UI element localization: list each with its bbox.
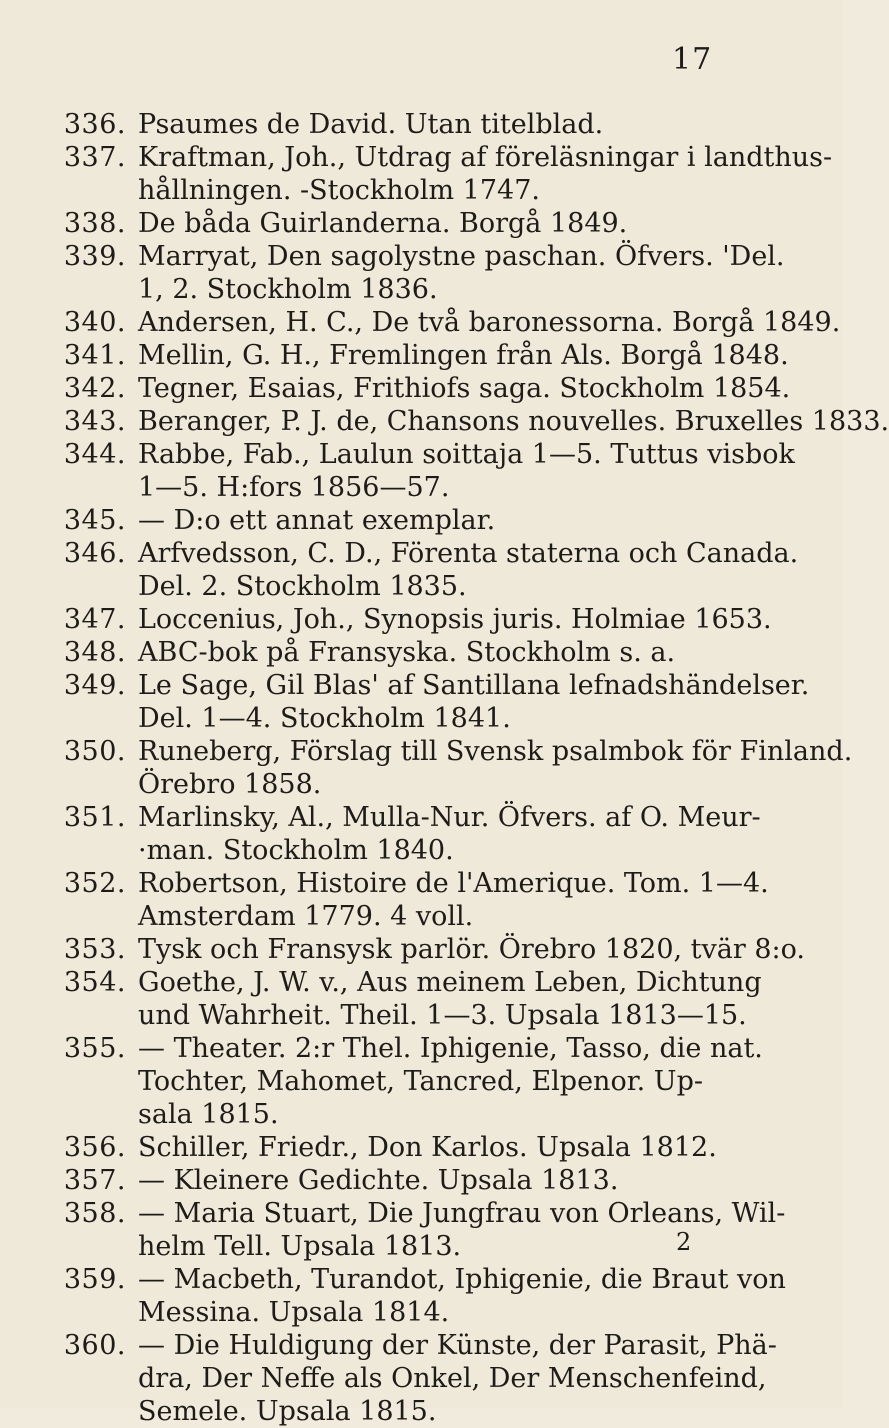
- entry-number: 340.: [63, 307, 126, 338]
- entry-line: Mellin, G. H., Fremlingen från Als. Borgå 1848.: [138, 340, 789, 371]
- entry-number: 342.: [63, 373, 126, 404]
- entry-number: 336.: [63, 109, 126, 140]
- entry-number: 359.: [63, 1264, 126, 1295]
- entry-line: Goethe, J. W. v., Aus meinem Leben, Dichtung: [138, 967, 762, 998]
- entry-number: 351.: [63, 802, 126, 833]
- entry-line: 1—5. H:fors 1856—57.: [138, 472, 450, 503]
- page-number: 17: [672, 42, 713, 77]
- entry-number: 345.: [63, 505, 126, 536]
- catalog-entry: [0, 1263, 843, 1329]
- entry-line: — Die Huldigung der Künste, der Parasit, Phä-: [138, 1330, 777, 1361]
- entry-number: 356.: [63, 1132, 126, 1163]
- entry-line: ABC-bok på Fransyska. Stockholm s. a.: [138, 637, 676, 668]
- entry-number: 339.: [63, 241, 126, 272]
- entry-line: Tochter, Mahomet, Tancred, Elpenor. Up-: [138, 1066, 703, 1097]
- entry-number: 353.: [63, 934, 126, 965]
- entry-line: Robertson, Histoire de l'Amerique. Tom. 1—4.: [138, 868, 769, 899]
- entry-line: Tegner, Esaias, Frithiofs saga. Stockholm 1854.: [138, 373, 791, 404]
- catalog-entry: [0, 1164, 843, 1197]
- entry-line: Rabbe, Fab., Laulun soittaja 1—5. Tuttus visbok: [138, 439, 795, 470]
- entry-line: Örebro 1858.: [138, 769, 322, 800]
- entry-line: Messina. Upsala 1814.: [138, 1297, 450, 1328]
- catalog-entry: [0, 1329, 843, 1428]
- catalog-entry: [0, 1131, 843, 1164]
- entry-line: und Wahrheit. Theil. 1—3. Upsala 1813—15.: [138, 1000, 747, 1031]
- catalog-entry: [0, 405, 889, 438]
- entry-line: — Theater. 2:r Thel. Iphigenie, Tasso, die nat.: [138, 1033, 763, 1064]
- entry-line: sala 1815.: [138, 1099, 279, 1130]
- catalog-entry: [0, 306, 843, 339]
- entry-number: 350.: [63, 736, 126, 767]
- entry-line: ·man. Stockholm 1840.: [138, 835, 454, 866]
- entry-line: — D:o ett annat exemplar.: [138, 505, 496, 536]
- entry-number: 344.: [63, 439, 126, 470]
- catalog-entry: [0, 603, 843, 636]
- entry-line: Beranger, P. J. de, Chansons nouvelles. Bruxelles 1833.: [138, 406, 889, 437]
- catalog-entry: [0, 141, 843, 207]
- catalog-entry: [0, 339, 843, 372]
- catalog-entry: [0, 669, 843, 735]
- entry-line: Loccenius, Joh., Synopsis juris. Holmiae 1653.: [138, 604, 772, 635]
- catalog-entry: [0, 372, 843, 405]
- entry-number: 347.: [63, 604, 126, 635]
- entry-number: 338.: [63, 208, 126, 239]
- entry-number: 352.: [63, 868, 126, 899]
- catalog-entry-list: [0, 108, 889, 1428]
- entry-line: — Kleinere Gedichte. Upsala 1813.: [138, 1165, 619, 1196]
- entry-line: 1, 2. Stockholm 1836.: [138, 274, 438, 305]
- entry-line: helm Tell. Upsala 1813.: [138, 1231, 462, 1262]
- entry-number: 354.: [63, 967, 126, 998]
- entry-number: 358.: [63, 1198, 126, 1229]
- catalog-entry: [0, 966, 843, 1032]
- entry-number: 355.: [63, 1033, 126, 1064]
- catalog-entry: [0, 207, 843, 240]
- entry-line: Kraftman, Joh., Utdrag af föreläsningar i landthus-: [138, 142, 833, 173]
- entry-line: dra, Der Neffe als Onkel, Der Menschenfeind,: [138, 1363, 767, 1394]
- entry-line: Del. 1—4. Stockholm 1841.: [138, 703, 511, 734]
- entry-line: Tysk och Fransysk parlör. Örebro 1820, tvär 8:o.: [138, 934, 805, 965]
- entry-line: Marlinsky, Al., Mulla-Nur. Öfvers. af O. Meur-: [138, 802, 761, 833]
- entry-line: — Macbeth, Turandot, Iphigenie, die Braut von: [138, 1264, 786, 1295]
- entry-number: 341.: [63, 340, 126, 371]
- entry-number: 349.: [63, 670, 126, 701]
- entry-line: Arfvedsson, C. D., Förenta staterna och Canada.: [138, 538, 799, 569]
- entry-line: Marryat, Den sagolystne paschan. Öfvers. 'Del.: [138, 241, 785, 272]
- catalog-entry: [0, 1032, 843, 1131]
- catalog-entry: [0, 801, 843, 867]
- catalog-entry: [0, 438, 843, 504]
- catalog-entry: [0, 504, 843, 537]
- entry-line: De båda Guirlanderna. Borgå 1849.: [138, 208, 628, 239]
- catalog-entry: [0, 867, 843, 933]
- catalog-entry: [0, 1197, 843, 1263]
- entry-number: 357.: [63, 1165, 126, 1196]
- entry-line: Le Sage, Gil Blas' af Santillana lefnadshändelser.: [138, 670, 810, 701]
- entry-number: 337.: [63, 142, 126, 173]
- catalog-entry: [0, 240, 843, 306]
- entry-line: Psaumes de David. Utan titelblad.: [138, 109, 604, 140]
- entry-line: Schiller, Friedr., Don Karlos. Upsala 1812.: [138, 1132, 717, 1163]
- entry-line: Amsterdam 1779. 4 voll.: [138, 901, 474, 932]
- catalog-entry: [0, 537, 843, 603]
- entry-number: 346.: [63, 538, 126, 569]
- catalog-entry: [0, 735, 853, 801]
- entry-line: hållningen. -Stockholm 1747.: [138, 175, 540, 206]
- entry-number: 348.: [63, 637, 126, 668]
- entry-line: Semele. Upsala 1815.: [138, 1396, 437, 1427]
- entry-line: — Maria Stuart, Die Jungfrau von Orleans, Wil-: [138, 1198, 786, 1229]
- catalog-entry: [0, 933, 843, 966]
- entry-number: 343.: [63, 406, 126, 437]
- signature-mark: 2: [676, 1228, 692, 1256]
- entry-line: Runeberg, Förslag till Svensk psalmbok för Finland.: [138, 736, 853, 767]
- entry-line: Andersen, H. C., De två baronessorna. Borgå 1849.: [138, 307, 841, 338]
- catalog-entry: [0, 108, 843, 141]
- entry-number: 360.: [63, 1330, 126, 1361]
- entry-line: Del. 2. Stockholm 1835.: [138, 571, 467, 602]
- catalog-entry: [0, 636, 843, 669]
